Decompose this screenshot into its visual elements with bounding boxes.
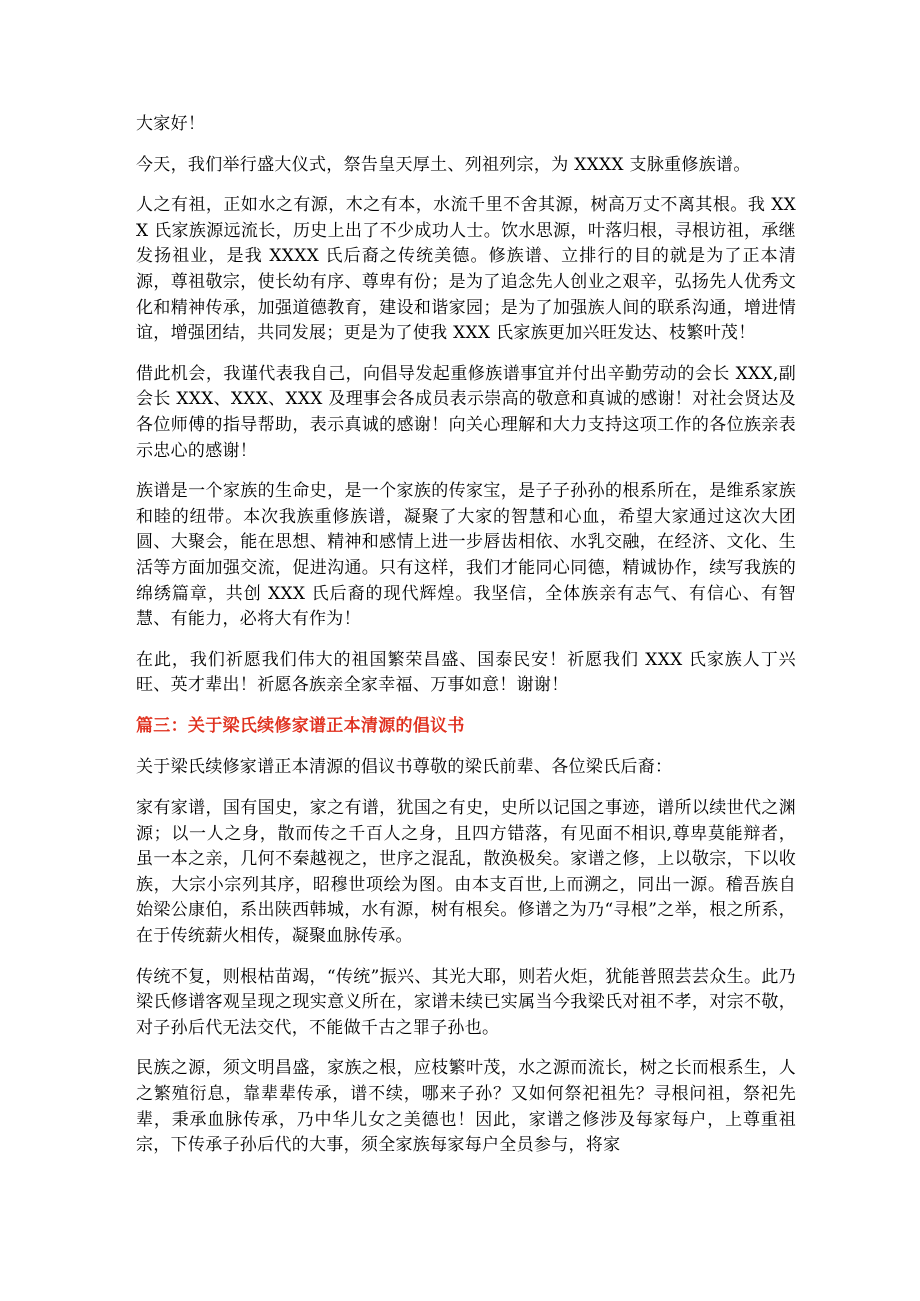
proposal-intro-paragraph: 关于梁氏续修家谱正本清源的倡议书尊敬的梁氏前辈、各位梁氏后裔： — [136, 757, 673, 778]
body-paragraph-ancestry: 人之有祖，正如水之有源，木之有本，水流千里不舍其源，树高万丈不离其根。我 XXX 氏家族源远流长，历史上出了不少成功人士。饮水思源，叶落归根，寻根访祖，承继发扬祖业，是我 XXXX 氏后裔之传统美德。修族谱、立排行的目的就是为了正本清源，尊祖敬宗，使长幼有序、尊卑有份；是为了追念先人创业之艰辛，弘扬先人优秀文化和精神传承，加强道德教育，建设和谐家园；是为了加强族人间的联系沟通，增进情谊，增强团结，共同发展；更是为了使我 XXX 氏家族更加兴旺发达、枝繁叶茂！ — [136, 195, 796, 344]
document-page — [136, 112, 796, 1174]
section-heading: 篇三：关于梁氏续修家谱正本清源的倡议书 — [136, 715, 465, 736]
closing-paragraph: 在此，我们祈愿我们伟大的祖国繁荣昌盛、国泰民安！祈愿我们 XXX 氏家族人丁兴旺、英才辈出！祈愿各族亲全家幸福、万事如意！谢谢！ — [136, 649, 796, 696]
proposal-paragraph-roots: 民族之源，须文明昌盛，家族之根，应枝繁叶茂，水之源而流长，树之长而根系生，人之繁殖衍息，靠辈辈传承，谱不续，哪来子孙？又如何祭祀祖先？寻根问祖，祭祀先辈，秉承血脉传承，乃中华儿女之美德也！因此，家谱之修涉及每家每户，上尊重祖宗，下传承子孙后代的大事，须全家族每家每户全员参与，将家 — [136, 1058, 796, 1156]
body-paragraph-thanks: 借此机会，我谨代表我自己，向倡导发起重修族谱事宜并付出辛勤劳动的会长 XXX,副会长 XXX、XXX、XXX 及理事会各成员表示崇高的敬意和真诚的感谢！对社会贤达及各位师傅的指导帮助，表示真诚的感谢！向关心理解和大力支持这项工作的各位族亲表示忠心的感谢！ — [136, 363, 796, 461]
proposal-paragraph-tradition: 传统不复，则根枯苗竭，“传统”振兴、其光大耶，则若火炬，犹能普照芸芸众生。此乃梁氏修谱客观呈现之现实意义所在，家谱未续已实属当今我梁氏对祖不孝，对宗不敬，对子孙后代无法交代，不能做千古之罪子孙也。 — [136, 966, 796, 1038]
greeting-paragraph: 大家好！ — [136, 114, 206, 134]
proposal-paragraph-history: 家有家谱，国有国史，家之有谱，犹国之有史，史所以记国之事迹，谱所以续世代之渊源；以一人之身，散而传之千百人之身，且四方错落，有见面不相识,尊卑莫能辩者，虽一本之亲，几何不秦越视之，世序之混乱，散涣极矣。家谱之修，上以敬宗，下以收族，大宗小宗列其序，昭穆世项绘为图。由本支百世,上而溯之，同出一源。稽吾族自始梁公康伯，系出陕西韩城，水有源，树有根矣。修谱之为乃“寻根”之举，根之所系，在于传统薪火相传，凝聚血脉传承。 — [136, 798, 796, 947]
body-paragraph-genealogy: 族谱是一个家族的生命史，是一个家族的传家宝，是子子孙孙的根系所在，是维系家族和睦的纽带。本次我族重修族谱，凝聚了大家的智慧和心血，希望大家通过这次大团圆、大聚会，能在思想、精神和感情上进一步唇齿相依、水乳交融，在经济、文化、生活等方面加强交流，促进沟通。只有这样，我们才能同心同德，精诚协作，续写我族的绵绣篇章，共创 XXX 氏后裔的现代辉煌。我坚信，全体族亲有志气、有信心、有智慧、有能力，必将大有作为！ — [136, 481, 796, 630]
opening-paragraph: 今天，我们举行盛大仪式，祭告皇天厚土、列祖列宗，为 XXXX 支脉重修族谱。 — [136, 154, 751, 175]
